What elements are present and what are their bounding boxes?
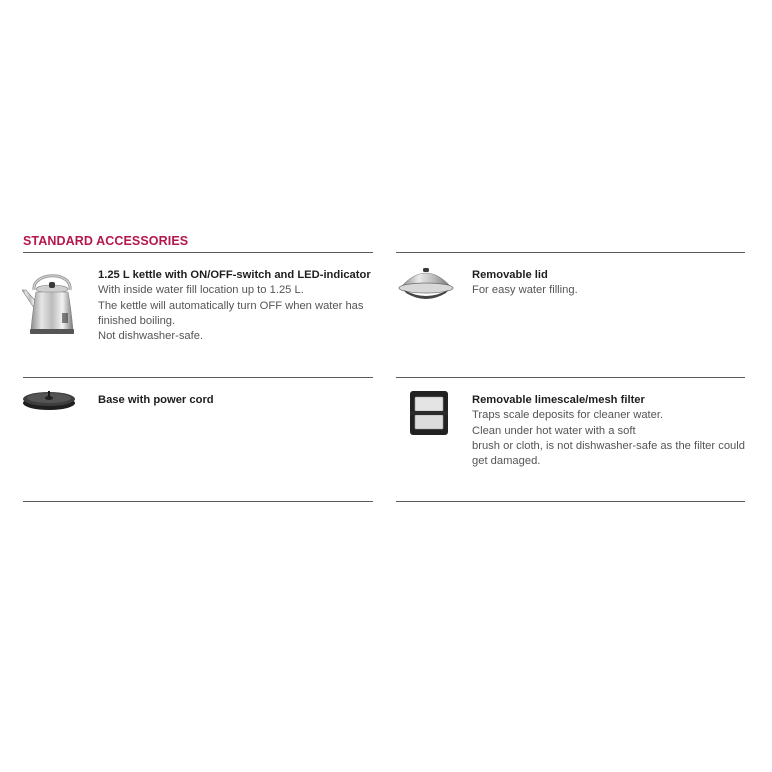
kettle-image xyxy=(22,268,86,343)
item-line: For easy water filling. xyxy=(472,284,578,297)
lid-description xyxy=(472,268,752,299)
divider xyxy=(23,377,373,378)
filter-description xyxy=(472,393,752,469)
item-line: Not dishwasher-safe. xyxy=(98,330,204,343)
item-title: Base with power cord xyxy=(98,394,214,406)
accessory-lid xyxy=(396,268,748,368)
divider xyxy=(23,501,373,502)
divider xyxy=(23,252,373,253)
divider xyxy=(396,501,745,502)
section-title: STANDARD ACCESSORIES xyxy=(23,234,189,248)
filter-image xyxy=(408,389,452,444)
divider xyxy=(396,252,745,253)
item-line: brush or cloth, is not dishwasher-safe as the filter could get damaged. xyxy=(472,439,745,468)
item-line: With inside water fill location up to 1.25 L. xyxy=(98,284,304,297)
divider xyxy=(396,377,745,378)
accessory-kettle xyxy=(22,268,374,368)
item-title: Removable lid xyxy=(472,269,548,281)
item-line: The kettle will automatically turn OFF when water has finished boiling. xyxy=(98,299,364,327)
accessory-filter xyxy=(396,393,748,493)
item-title: 1.25 L kettle with ON/OFF-switch and LED-indicator xyxy=(98,269,371,281)
lid-image xyxy=(396,262,456,311)
base-image xyxy=(22,385,78,420)
item-title: Removable limescale/mesh filter xyxy=(472,394,645,406)
base-description xyxy=(98,393,378,408)
kettle-description xyxy=(98,268,378,344)
item-line: Traps scale deposits for cleaner water. xyxy=(472,409,664,422)
accessory-base xyxy=(22,393,374,493)
item-line: Clean under hot water with a soft xyxy=(472,424,636,437)
